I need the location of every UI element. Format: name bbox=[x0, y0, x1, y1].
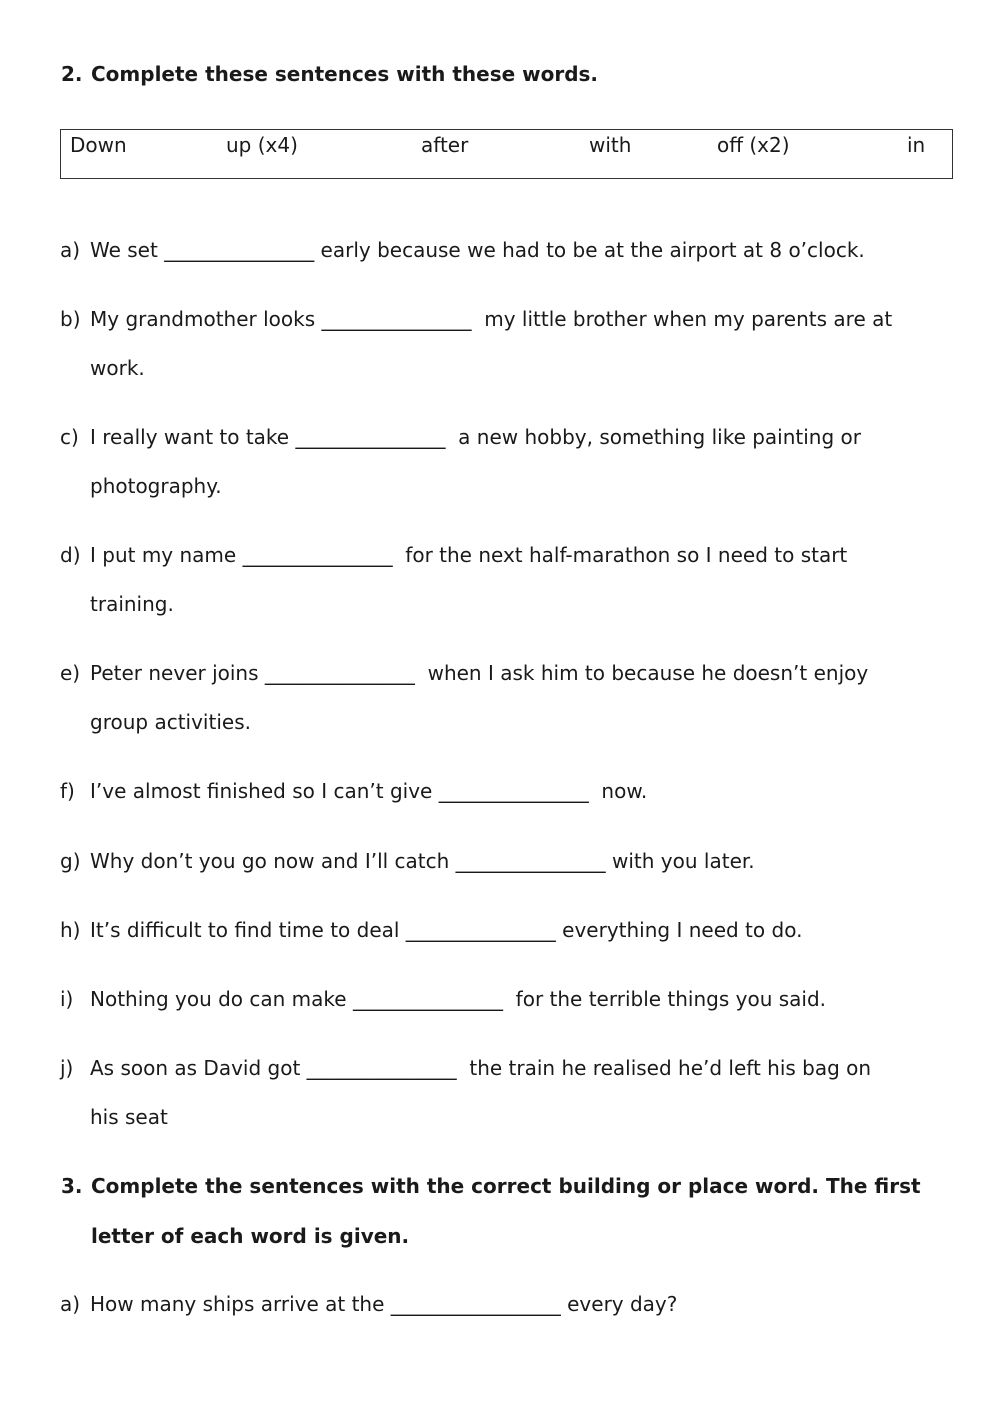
item-label: g) bbox=[60, 849, 81, 873]
item-continuation: training. bbox=[90, 592, 174, 616]
item-text: Why don’t you go now and I’ll catch _______________ with you later. bbox=[90, 849, 755, 873]
item-text: How many ships arrive at the _________________ every day? bbox=[90, 1292, 678, 1316]
word-bank-item: with bbox=[589, 133, 632, 157]
item-text: I’ve almost finished so I can’t give _______________ now. bbox=[90, 779, 648, 803]
section-3-heading bbox=[61, 1174, 921, 1198]
word-bank-item: up (x4) bbox=[226, 133, 298, 157]
item-continuation: group activities. bbox=[90, 710, 251, 734]
section-2-number: 2. bbox=[61, 62, 83, 86]
item-label: c) bbox=[60, 425, 79, 449]
section-2-heading bbox=[61, 62, 598, 86]
item-label: d) bbox=[60, 543, 81, 567]
word-bank-item: in bbox=[907, 133, 926, 157]
item-label: i) bbox=[60, 987, 74, 1011]
item-text: I really want to take _______________ a new hobby, something like painting or bbox=[90, 425, 861, 449]
section-2-title: Complete these sentences with these words. bbox=[91, 62, 599, 86]
item-continuation: his seat bbox=[90, 1105, 168, 1129]
item-label: j) bbox=[60, 1056, 74, 1080]
word-bank-item: Down bbox=[70, 133, 127, 157]
item-continuation: photography. bbox=[90, 474, 222, 498]
item-continuation: work. bbox=[90, 356, 145, 380]
word-bank-box bbox=[60, 129, 953, 179]
item-text: As soon as David got _______________ the train he realised he’d left his bag on bbox=[90, 1056, 872, 1080]
word-bank-item: off (x2) bbox=[717, 133, 790, 157]
item-text: Nothing you do can make _______________ for the terrible things you said. bbox=[90, 987, 827, 1011]
item-text: We set _______________ early because we had to be at the airport at 8 o’clock. bbox=[90, 238, 865, 262]
item-label: a) bbox=[60, 238, 81, 262]
section-3-number: 3. bbox=[61, 1174, 83, 1198]
section-3-heading-cont: letter of each word is given. bbox=[91, 1224, 410, 1248]
word-bank-item: after bbox=[421, 133, 469, 157]
item-label: e) bbox=[60, 661, 81, 685]
item-label: f) bbox=[60, 779, 75, 803]
item-text: I put my name _______________ for the next half-marathon so I need to start bbox=[90, 543, 848, 567]
item-text: It’s difficult to find time to deal _______________ everything I need to do. bbox=[90, 918, 803, 942]
item-label: a) bbox=[60, 1292, 81, 1316]
item-label: b) bbox=[60, 307, 81, 331]
item-text: Peter never joins _______________ when I ask him to because he doesn’t enjoy bbox=[90, 661, 869, 685]
section-3-title: Complete the sentences with the correct building or place word. The first bbox=[91, 1174, 921, 1198]
item-label: h) bbox=[60, 918, 81, 942]
item-text: My grandmother looks _______________ my little brother when my parents are at bbox=[90, 307, 893, 331]
